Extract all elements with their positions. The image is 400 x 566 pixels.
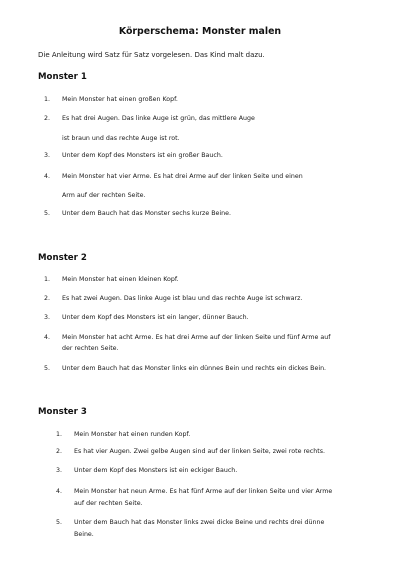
item-number: 1. (43, 96, 50, 103)
item-number: 1. (43, 276, 50, 283)
item-text: Mein Monster hat neun Arme. Es hat fünf Arme auf der linken Seite und vier Arme (74, 488, 333, 495)
item-text: Unter dem Bauch hat das Monster links zwei dicke Beine und rechts drei dünne (74, 519, 325, 526)
list-item (38, 209, 378, 220)
list-item (50, 447, 380, 458)
section-title-monster-2: Monster 2 (38, 253, 87, 263)
list-item (50, 466, 380, 477)
list-item (38, 275, 378, 286)
item-number: 3. (43, 314, 50, 321)
section-title-monster-1: Monster 1 (38, 72, 87, 82)
item-text: Mein Monster hat einen runden Kopf. (74, 431, 191, 438)
item-number: 4. (43, 334, 50, 341)
item-text: Es hat vier Augen. Zwei gelbe Augen sind auf der linken Seite, zwei rote rechts. (74, 448, 325, 455)
item-text: Unter dem Bauch hat das Monster links ein dünnes Bein und rechts ein dickes Bein. (62, 365, 327, 372)
item-number: 3. (43, 152, 50, 159)
item-text-continued: Beine. (74, 531, 94, 538)
item-text-continued: der rechten Seite. (62, 345, 119, 352)
item-number: 4. (43, 173, 50, 180)
list-item (50, 518, 380, 540)
intro-text: Die Anleitung wird Satz für Satz vorgelesen. Das Kind malt dazu. (38, 51, 265, 59)
item-text-continued: ist braun und das rechte Auge ist rot. (62, 135, 180, 142)
item-text: Mein Monster hat einen großen Kopf. (62, 96, 178, 103)
item-text: Unter dem Kopf des Monsters ist ein großer Bauch. (62, 152, 223, 159)
item-text: Mein Monster hat vier Arme. Es hat drei Arme auf der linken Seite und einen (62, 173, 303, 180)
item-number: 5. (43, 365, 50, 372)
item-text: Unter dem Kopf des Monsters ist ein langer, dünner Bauch. (62, 314, 249, 321)
item-number: 3. (55, 467, 62, 474)
list-item (38, 333, 378, 355)
item-text: Mein Monster hat acht Arme. Es hat drei Arme auf der linken Seite und fünf Arme auf (62, 334, 331, 341)
item-text-continued: Arm auf der rechten Seite. (62, 192, 146, 199)
item-text: Es hat zwei Augen. Das linke Auge ist blau und das rechte Auge ist schwarz. (62, 295, 303, 302)
item-number: 5. (55, 519, 62, 526)
list-item (50, 430, 380, 441)
item-number: 5. (43, 210, 50, 217)
item-text: Es hat drei Augen. Das linke Auge ist grün, das mittlere Auge (62, 115, 255, 122)
section-title-monster-3: Monster 3 (38, 407, 87, 417)
list-item (38, 114, 378, 146)
item-text: Mein Monster hat einen kleinen Kopf. (62, 276, 179, 283)
list-item (38, 172, 378, 204)
item-number: 2. (43, 115, 50, 122)
list-item (38, 364, 378, 375)
list-item (38, 151, 378, 162)
item-text-continued: auf der rechten Seite. (74, 500, 143, 507)
item-text: Unter dem Bauch hat das Monster sechs kurze Beine. (62, 210, 232, 217)
page-title: Körperschema: Monster malen (118, 26, 282, 37)
item-number: 2. (55, 448, 62, 455)
item-number: 4. (55, 488, 62, 495)
item-text: Unter dem Kopf des Monsters ist ein eckiger Bauch. (74, 467, 238, 474)
list-item (50, 487, 380, 509)
list-item (38, 294, 378, 305)
item-number: 1. (55, 431, 62, 438)
item-number: 2. (43, 295, 50, 302)
list-item (38, 313, 378, 324)
list-item (38, 95, 378, 106)
